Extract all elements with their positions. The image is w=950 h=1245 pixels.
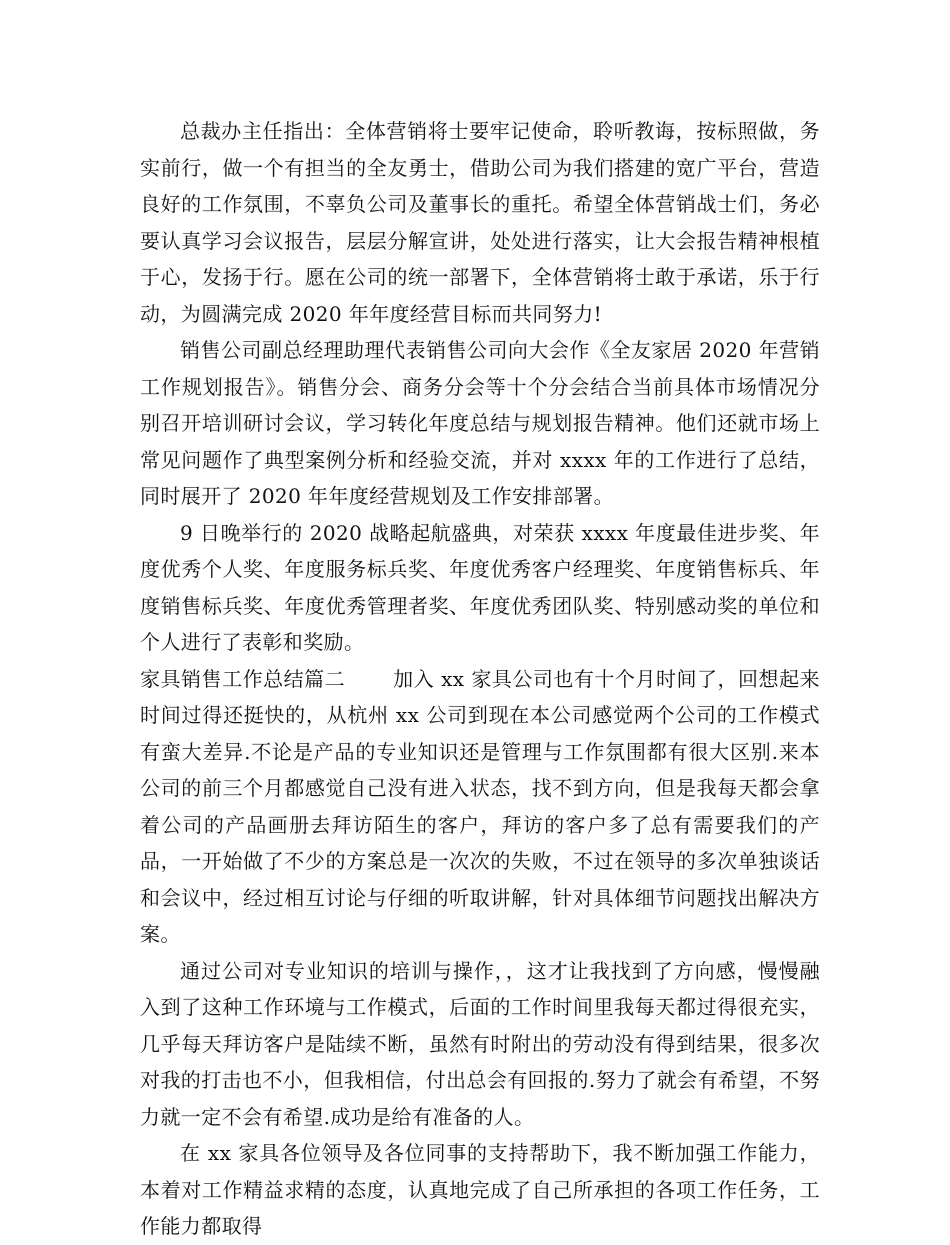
paragraph-training: 通过公司对专业知识的培训与操作，，这才让我找到了方向感，慢慢融入到了这种工作环境与工作模式，后面的工作时间里我每天都过得很充实，几乎每天拜访客户是陆续不断，虽然有时附出的劳动没有得到结果，很多次对我的打击也不小，但我相信，付出总会有回报的.努力了就会有希望，不努力就一定不会有希望.成功是给有准备的人。 bbox=[140, 958, 820, 1129]
paragraph-support: 在 xx 家具各位领导及各位同事的支持帮助下，我不断加强工作能力，本着对工作精益求精的态度，认真地完成了自己所承担的各项工作任务，工作能力都取得 bbox=[140, 1141, 820, 1238]
document-body bbox=[140, 113, 820, 1245]
section-first-paragraph: 加入 xx 家具公司也有十个月时间了，回想起来时间过得还挺快的，从杭州 xx 公司到现在本公司感觉两个公司的工作模式有蛮大差异.不论是产品的专业知识还是管理与工作氛围都有很大区别.来本公司的前三个月都感觉自己没有进入状态，找不到方向，但是我每天都会拿着公司的产品画册去拜访陌生的客户，拜访的客户多了总有需要我们的产品，一开始做了不少的方案总是一次次的失败，不过在领导的多次单独谈话和会议中，经过相互讨论与仔细的听取讲解，针对具体细节问题找出解决方案。 bbox=[140, 666, 820, 946]
section-heading: 家具销售工作总结篇二 bbox=[140, 666, 346, 691]
paragraph-planning-report: 销售公司副总经理助理代表销售公司向大会作《全友家居 2020 年营销工作规划报告》。销售分会、商务分会等十个分会结合当前具体市场情况分别召开培训研讨会议，学习转化年度总结与规划报告精神。他们还就市场上常见问题作了典型案例分析和经验交流，并对 xxxx 年的工作进行了总结，同时展开了 2020 年年度经营规划及工作安排部署。 bbox=[140, 338, 820, 508]
paragraph-directive: 总裁办主任指出：全体营销将士要牢记使命，聆听教诲，按标照做，务实前行，做一个有担当的全友勇士，借助公司为我们搭建的宽广平台，营造良好的工作氛围，不辜负公司及董事长的重托。希望全体营销战士们，务必要认真学习会议报告，层层分解宣讲，处处进行落实，让大会报告精神根植于心，发扬于行。愿在公司的统一部署下，全体营销将士敢于承诺，乐于行动，为圆满完成 2020 年年度经营目标而共同努力! bbox=[140, 119, 820, 326]
paragraph-ceremony: 9 日晚举行的 2020 战略起航盛典，对荣获 xxxx 年度最佳进步奖、年度优秀个人奖、年度服务标兵奖、年度优秀客户经理奖、年度销售标兵、年度销售标兵奖、年度优秀管理者奖、年度优秀团队奖、特别感动奖的单位和个人进行了表彰和奖励。 bbox=[140, 520, 820, 654]
section-two-block bbox=[140, 661, 820, 953]
